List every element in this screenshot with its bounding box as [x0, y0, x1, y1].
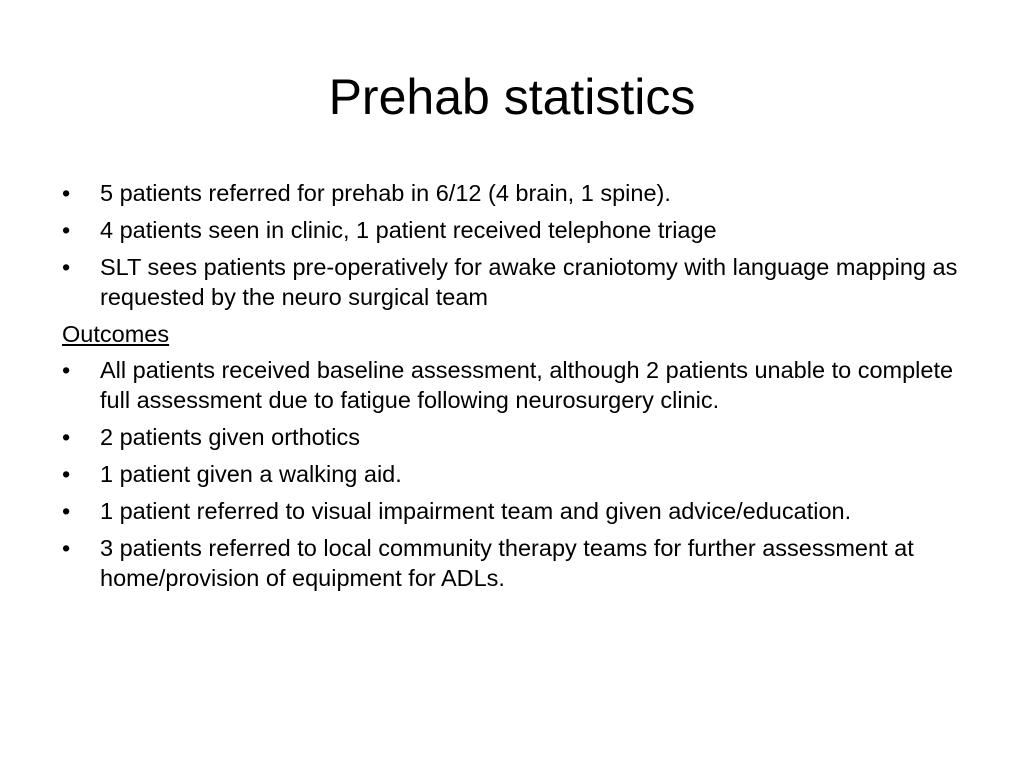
- bullet-item: [62, 215, 962, 245]
- bullet-icon: •: [62, 217, 71, 243]
- bullet-item: [62, 252, 962, 312]
- bullet-item: [62, 422, 962, 452]
- bullet-icon: •: [62, 424, 71, 450]
- bullet-item: [62, 496, 962, 526]
- bullet-icon: •: [62, 357, 71, 383]
- bullet-text: All patients received baseline assessment, although 2 patients unable to complete full assessment due to fatigue following neurosurgery clinic.: [100, 357, 954, 413]
- bullet-icon: •: [62, 180, 71, 206]
- bullet-icon: •: [62, 498, 71, 524]
- bullet-item: [62, 459, 962, 489]
- slide-body: [62, 178, 962, 600]
- slide-title: Prehab statistics: [328, 69, 696, 125]
- bullet-text: 5 patients referred for prehab in 6/12 (4 brain, 1 spine).: [100, 180, 671, 206]
- bullet-text: SLT sees patients pre-operatively for awake craniotomy with language mapping as requested by the neuro surgical team: [100, 254, 958, 310]
- bullet-text: 4 patients seen in clinic, 1 patient received telephone triage: [100, 217, 717, 243]
- bullet-text: 1 patient referred to visual impairment team and given advice/education.: [100, 498, 852, 524]
- bullet-item: [62, 355, 962, 415]
- bullet-icon: •: [62, 535, 71, 561]
- bullet-icon: •: [62, 254, 71, 280]
- bullet-item: [62, 533, 962, 593]
- bullet-text: 3 patients referred to local community therapy teams for further assessment at home/provision of equipment for ADLs.: [100, 535, 914, 591]
- bullet-icon: •: [62, 461, 71, 487]
- outcomes-heading: Outcomes: [62, 321, 170, 347]
- bullet-item: [62, 178, 962, 208]
- bullet-text: 2 patients given orthotics: [100, 424, 360, 450]
- bullet-text: 1 patient given a walking aid.: [100, 461, 402, 487]
